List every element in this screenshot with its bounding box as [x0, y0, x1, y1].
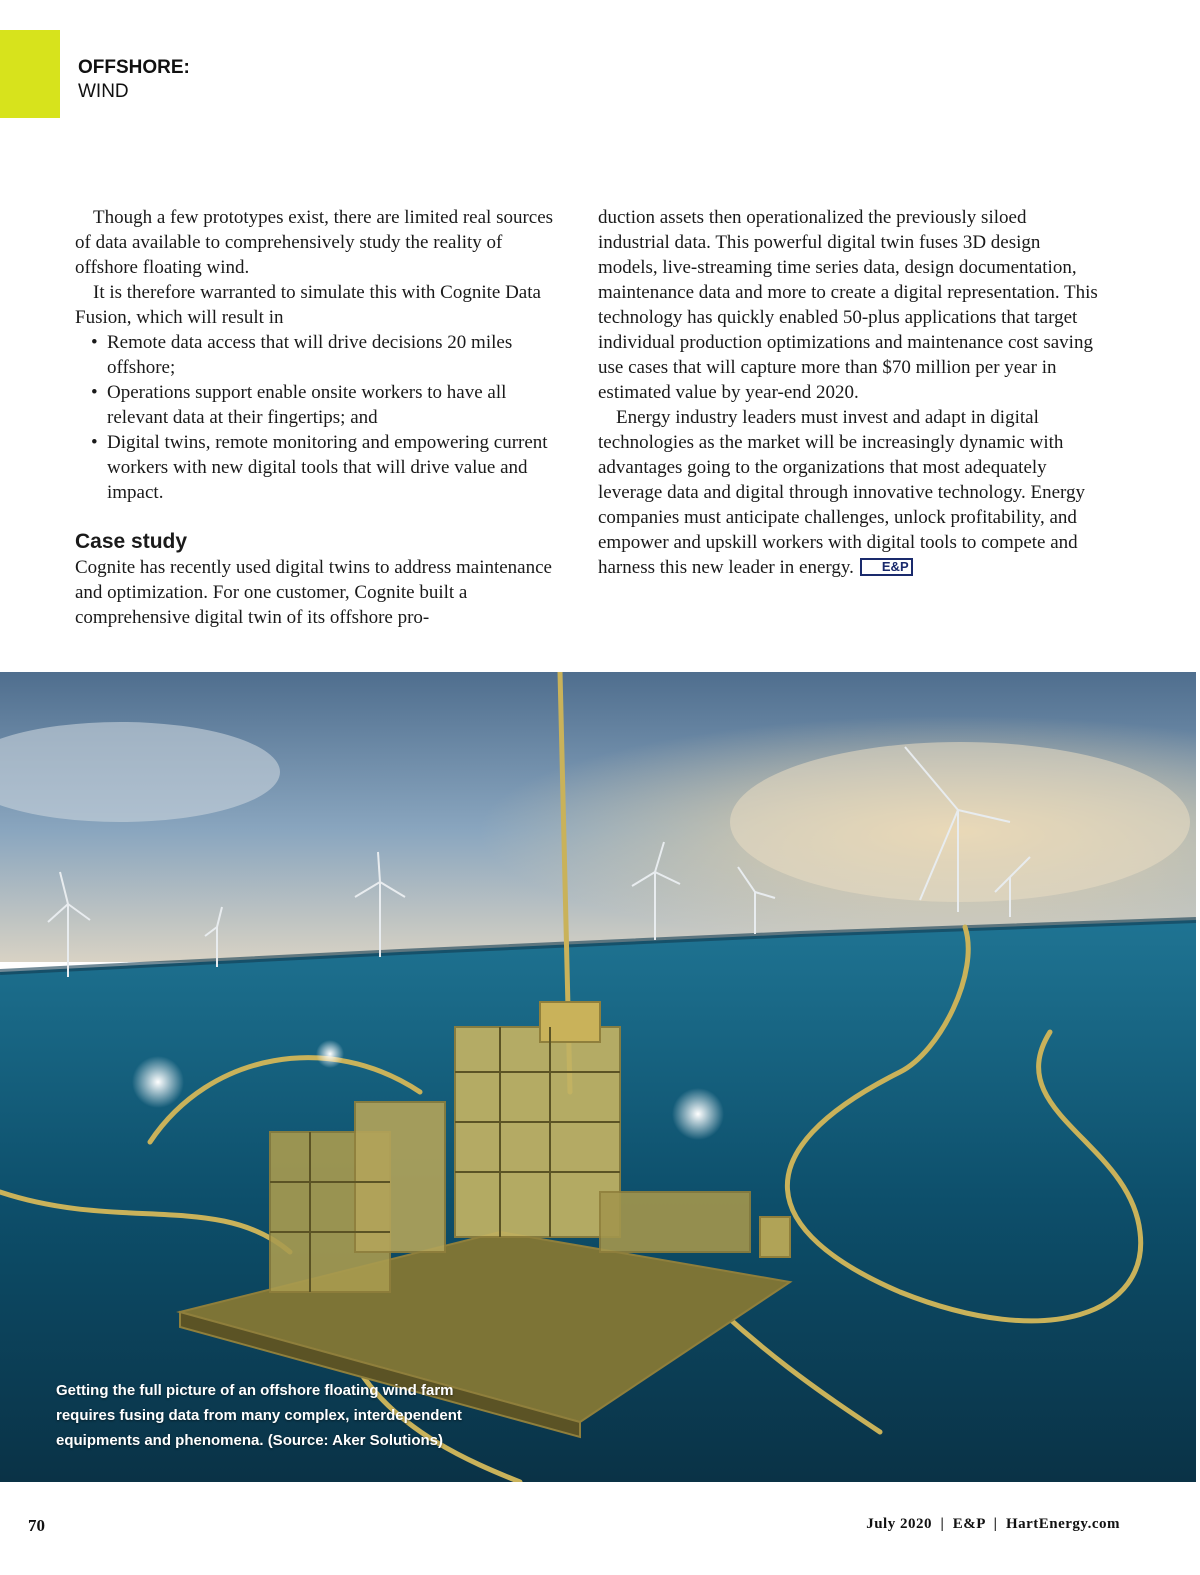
paragraph: Though a few prototypes exist, there are limited real sources of data available to comprehensively study the reality of offshore floating wind. — [75, 207, 554, 278]
end-of-article-logo: E&P — [860, 558, 913, 576]
paragraph: Cognite has recently used digital twins to address maintenance and optimization. For one customer, Cognite built a comprehensive digital twin of its offshore pro- — [75, 557, 552, 628]
article-column-right — [598, 205, 1098, 580]
footer-date: July 2020 — [866, 1516, 932, 1532]
paragraph-text: Energy industry leaders must invest and adapt in digital technologies as the market will be increasingly dynamic with advantages going to the organizations that most adequately leverage data and digital through innovative technology. Energy companies must anticipate challenges, unlock profitability, and empower and upskill workers with digital tools to compete and harness this new leader in energy. — [598, 407, 1085, 578]
footer-website: HartEnergy.com — [1005, 1516, 1120, 1532]
section-header — [78, 56, 190, 104]
subsea-light — [132, 1056, 184, 1108]
paragraph: duction assets then operationalized the previously siloed industrial data. This powerful digital twin fuses 3D design models, live-streaming time series data, design documentation, maintenance data and more to create a digital representation. This technology has quickly enabled 50-plus applications that target individual production optimizations and maintenance cost saving use cases that will capture more than $70 million per year in estimated value by year-end 2020. — [598, 207, 1098, 403]
article-column-left — [75, 205, 565, 630]
offshore-wind-farm-illustration — [0, 672, 1196, 1482]
subsea-light — [672, 1088, 724, 1140]
illustration-graphic — [0, 672, 1196, 1482]
bullet-item: • Operations support enable onsite workers to have all relevant data at their fingertips; and — [75, 380, 565, 430]
subsea-light — [316, 1040, 344, 1068]
footer-publication: E&P — [952, 1516, 986, 1532]
page-number: 70 — [28, 1516, 45, 1535]
paragraph — [598, 405, 1098, 580]
bullet-list — [75, 330, 565, 505]
section-color-tab — [0, 30, 60, 118]
bullet-item: • Digital twins, remote monitoring and empowering current workers with new digital tools that will drive value and impact. — [75, 430, 565, 505]
paragraph: It is therefore warranted to simulate this with Cognite Data Fusion, which will result in — [75, 282, 541, 328]
bullet-item: • Remote data access that will drive decisions 20 miles offshore; — [75, 330, 565, 380]
photo-caption: Getting the full picture of an offshore floating wind farm requires fusing data from many complex, interdependent equipments and phenomena. (Source: Aker Solutions) — [56, 1382, 462, 1449]
footer-publication-info: July 2020 | E&P | HartEnergy.com — [866, 1516, 1120, 1532]
subheading-case-study: Case study — [75, 530, 188, 553]
section-subcategory: WIND — [78, 81, 129, 102]
section-category: OFFSHORE: — [78, 57, 190, 78]
